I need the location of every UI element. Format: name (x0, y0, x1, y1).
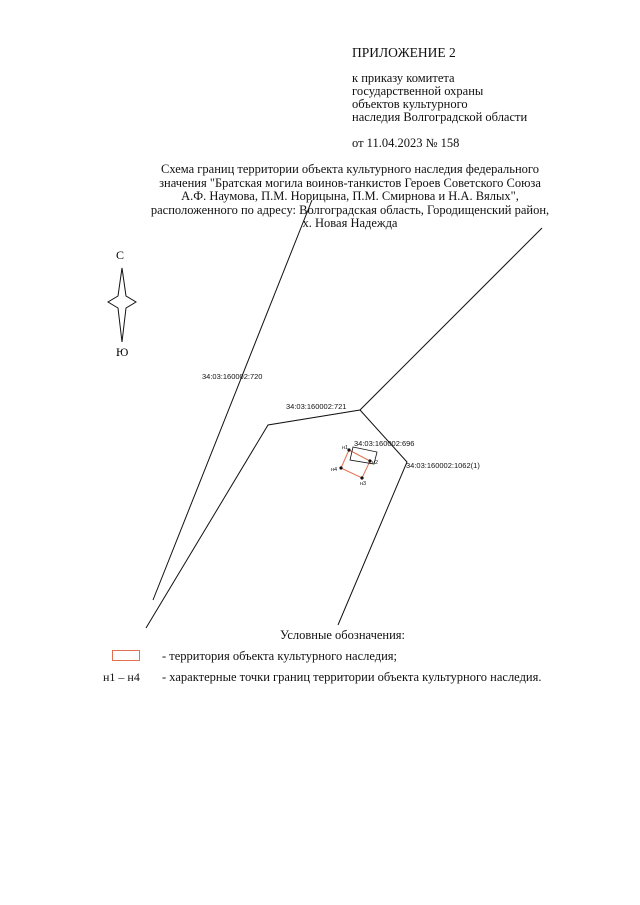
scheme-title-line: значения "Братская могила воинов-танкистов Героев Советского Союза (159, 175, 541, 190)
road-line-outer (153, 200, 312, 600)
legend-points-label: н1 – н4 (103, 670, 140, 684)
point-label-n2: н2 (372, 460, 379, 466)
order-date: от 11.04.2023 № 158 (352, 136, 460, 150)
legend-territory-swatch (112, 650, 140, 661)
appendix-title: ПРИЛОЖЕНИЕ 2 (352, 45, 456, 60)
parcel-label-720: 34:03:160002:720 (202, 372, 263, 381)
scheme-title-line: х. Новая Надежда (302, 216, 398, 230)
boundary-point-n4 (339, 466, 342, 469)
parcel-721-boundary (146, 228, 542, 628)
legend-territory-text: - территория объекта культурного наследия; (162, 649, 398, 663)
order-line: наследия Волгоградской области (352, 110, 528, 124)
point-label-n1: н1 (342, 445, 349, 451)
compass-north-label: С (116, 248, 125, 262)
parcel-label-696: 34:03:160002:696 (354, 439, 415, 448)
parcel-label-721: 34:03:160002:721 (286, 402, 347, 411)
point-label-n4: н4 (331, 467, 338, 473)
compass-needle (108, 268, 136, 342)
order-line: к приказу комитета (352, 71, 455, 85)
scheme-title-line: А.Ф. Наумова, П.М. Норицына, П.М. Смирнова и Н.А. Вялых", (181, 189, 519, 203)
order-line: государственной охраны (352, 84, 484, 98)
legend-title: Условные обозначения: (280, 628, 406, 642)
compass-south-label: Ю (116, 345, 129, 359)
scheme-title-line: Схема границ территории объекта культурного наследия федерального (160, 162, 539, 176)
boundary-point-n3 (360, 476, 363, 479)
compass-icon (108, 248, 136, 359)
parcel-label-1062: 34:03:160002:1062(1) (406, 461, 480, 470)
order-line: объектов культурного (352, 97, 468, 111)
point-label-n3: н3 (360, 481, 367, 487)
heritage-territory-boundary (341, 450, 370, 478)
scheme-title-line: расположенного по адресу: Волгоградская область, Городищенский район, (150, 202, 550, 217)
legend-points-text: - характерные точки границ территории объекта культурного наследия. (162, 670, 542, 684)
